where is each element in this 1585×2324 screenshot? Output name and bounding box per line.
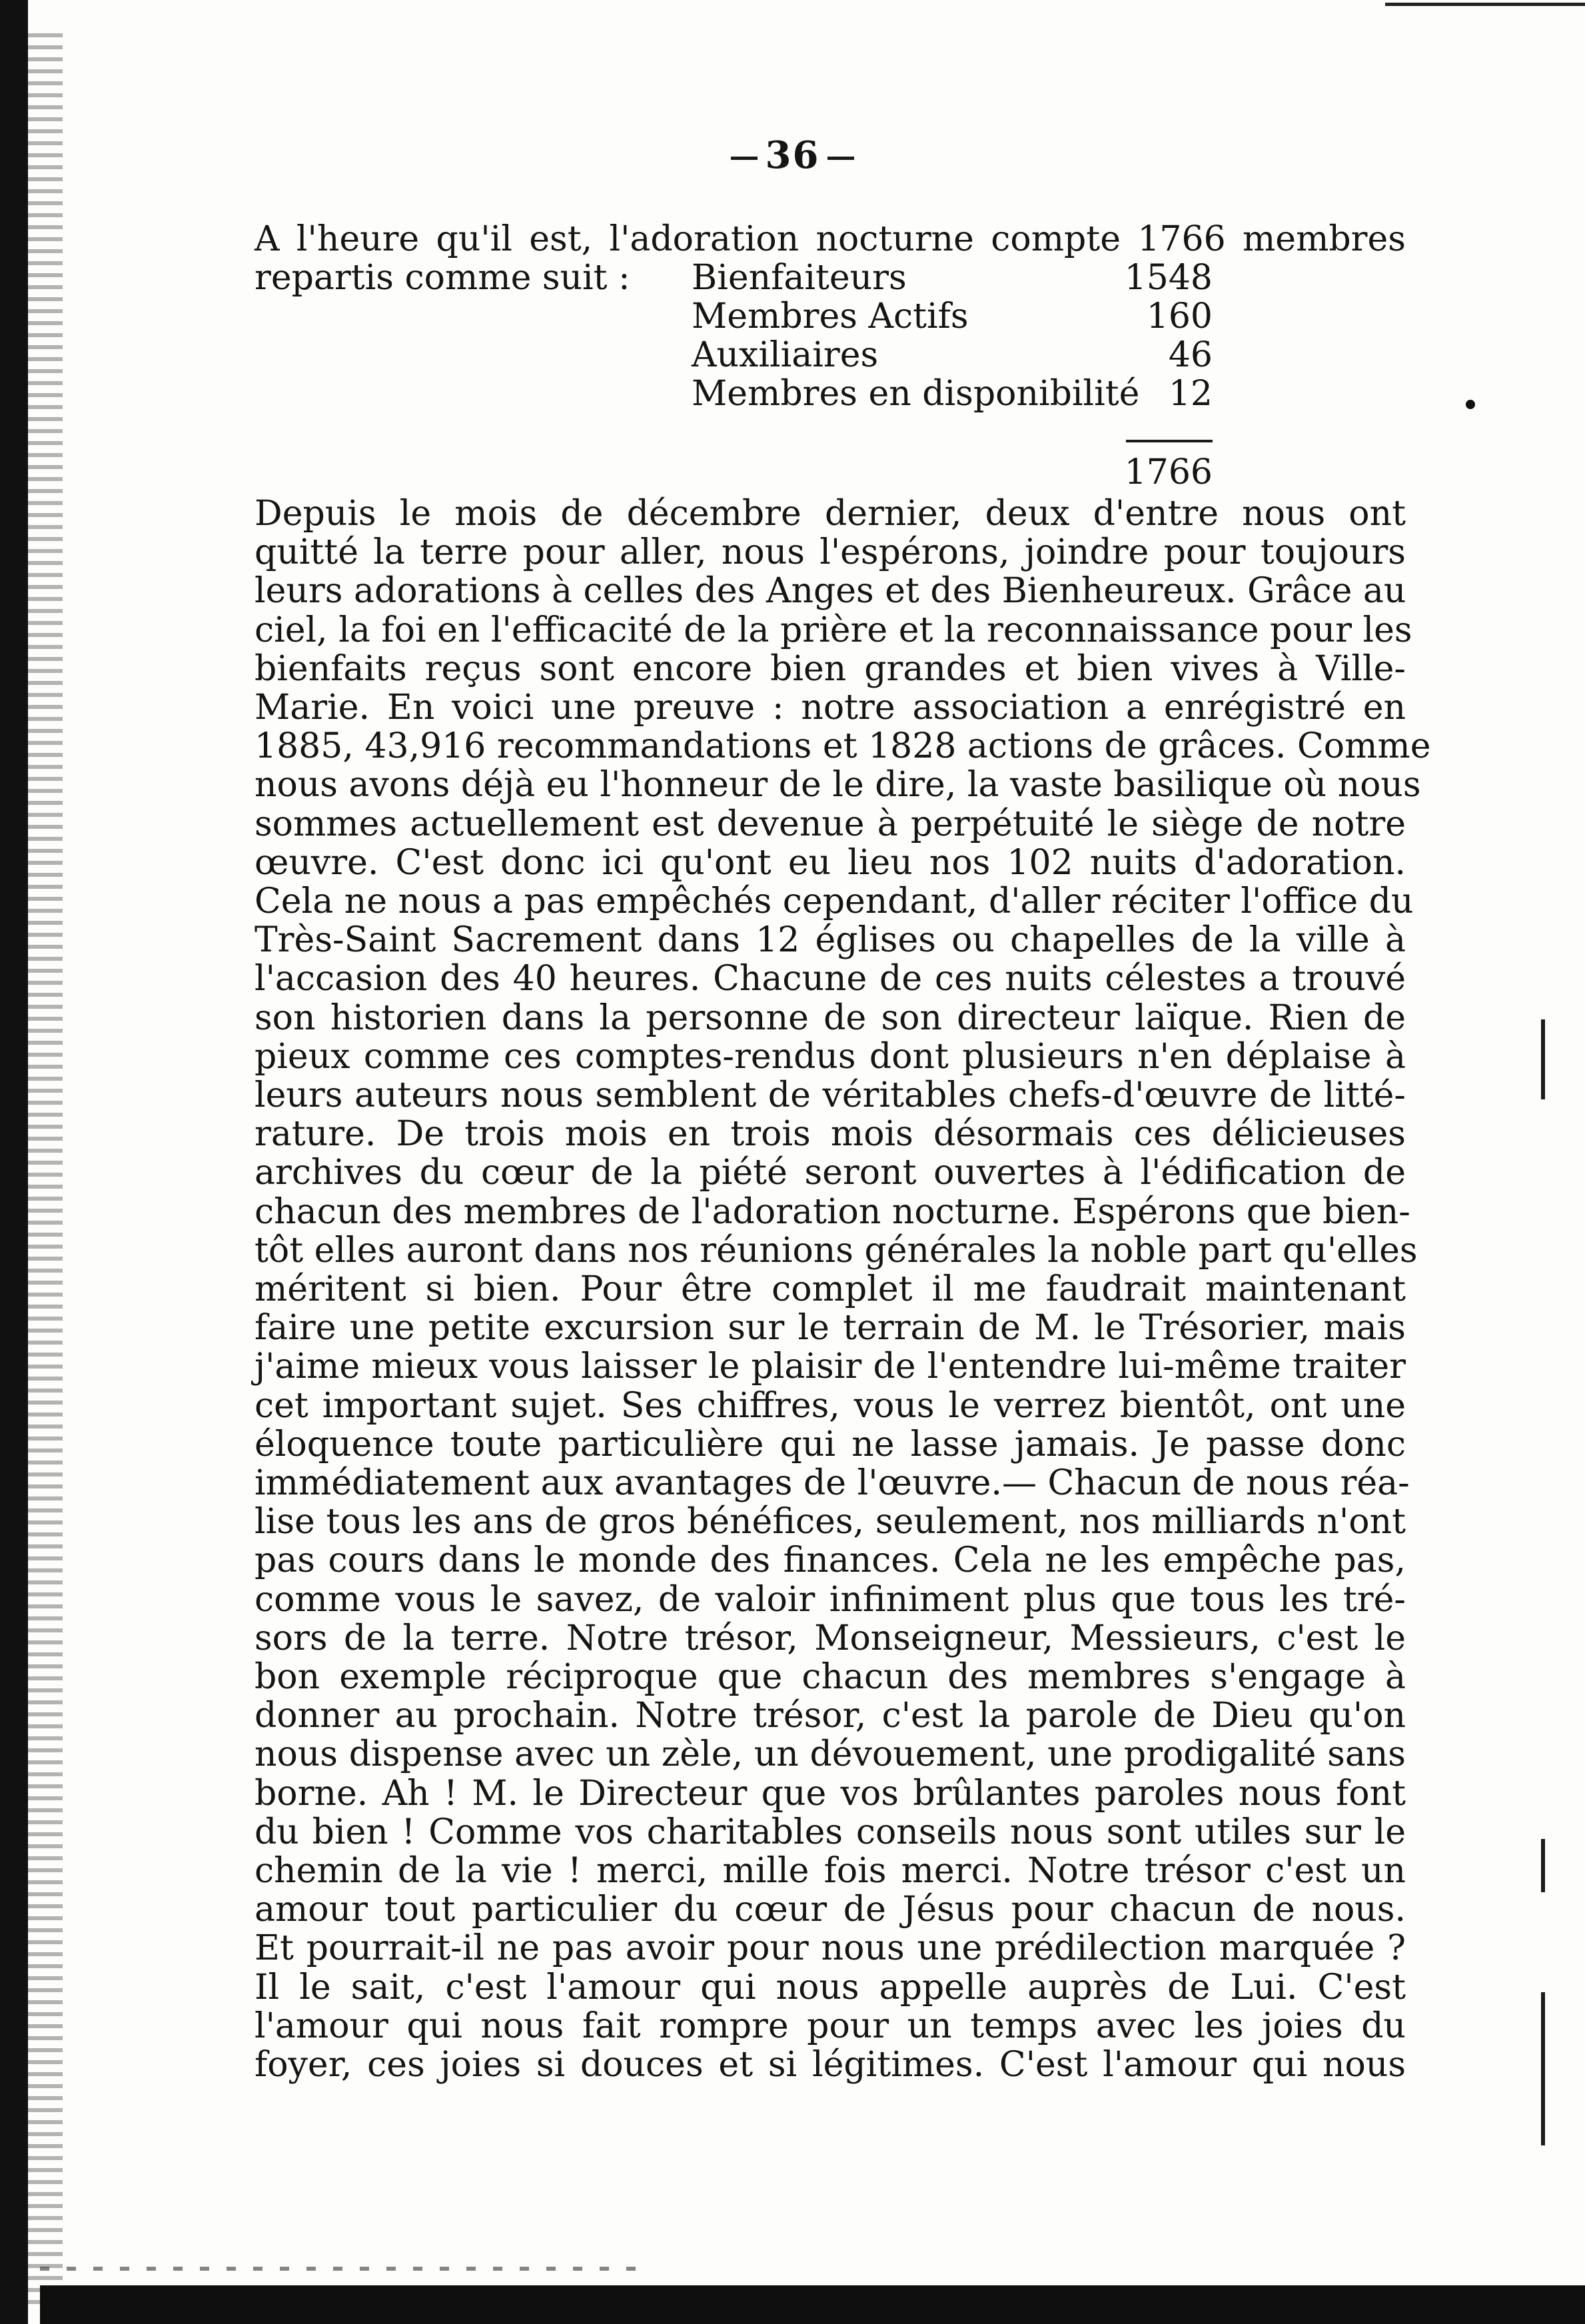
table-row-label: Auxiliaires (692, 335, 879, 375)
table-row-value: 160 (1146, 296, 1213, 336)
scan-speck (1466, 400, 1475, 409)
scan-bottom-specks (40, 2267, 640, 2271)
table-row-value: 12 (1168, 374, 1213, 414)
scan-right-mark (1541, 1019, 1545, 1099)
paragraph-line: Cela ne nous a pas empêchés cependant, d'aller réciter l'office du (255, 881, 1414, 921)
paragraph-line: l'amour qui nous fait rompre pour un temps avec les joies du (255, 2006, 1406, 2046)
paragraph-line: Marie. En voici une preuve : notre association a enrégistré en (255, 688, 1406, 728)
scan-binding-shadow (28, 33, 63, 2305)
paragraph-line: bon exemple réciproque que chacun des membres s'engage à (255, 1657, 1406, 1697)
paragraph-line: son historien dans la personne de son directeur laïque. Rien de (255, 998, 1406, 1038)
paragraph-line: j'aime mieux vous laisser le plaisir de l'entendre lui-même traiter (255, 1347, 1406, 1387)
paragraph-line: méritent si bien. Pour être complet il me faudrait maintenant (255, 1269, 1406, 1309)
paragraph-line: nous avons déjà eu l'honneur de le dire, la vaste basilique où nous (255, 765, 1421, 805)
paragraph-line: du bien ! Comme vos charitables conseils nous sont utiles sur le (255, 1812, 1406, 1852)
paragraph-line: l'accasion des 40 heures. Chacune de ces nuits célestes a trouvé (255, 959, 1406, 999)
table-row-label: Membres en disponibilité (692, 374, 1140, 414)
ornament-dash (731, 157, 758, 160)
paragraph-line: faire une petite excursion sur le terrain de M. le Trésorier, mais (255, 1308, 1406, 1348)
page-number: 36 (0, 133, 1585, 177)
paragraph-line: œuvre. C'est donc ici qu'ont eu lieu nos 102 nuits d'adoration. (255, 843, 1406, 883)
paragraph-line: Très-Saint Sacrement dans 12 églises ou chapelles de la ville à (255, 920, 1406, 960)
sum-rule (1126, 440, 1213, 442)
paragraph-line: A l'heure qu'il est, l'adoration nocturne compte 1766 membres (255, 219, 1406, 259)
paragraph-line: chemin de la vie ! merci, mille fois merci. Notre trésor c'est un (255, 1851, 1406, 1891)
paragraph-line: donner au prochain. Notre trésor, c'est la parole de Dieu qu'on (255, 1696, 1406, 1736)
paragraph-line: foyer, ces joies si douces et si légitimes. C'est l'amour qui nous (255, 2045, 1406, 2085)
table-row-label: Membres Actifs (692, 296, 969, 336)
paragraph-line: archives du cœur de la piété seront ouvertes à l'édification de (255, 1153, 1406, 1193)
paragraph-line: sors de la terre. Notre trésor, Monseigneur, Messieurs, c'est le (255, 1618, 1406, 1658)
paragraph-line: sommes actuellement est devenue à perpétuité le siège de notre (255, 804, 1406, 844)
paragraph-line: lise tous les ans de gros bénéfices, seulement, nos milliards n'ont (255, 1502, 1406, 1542)
paragraph-line: leurs auteurs nous semblent de véritables chefs-d'œuvre de litté- (255, 1075, 1406, 1115)
paragraph-line: tôt elles auront dans nos réunions générales la noble part qu'elles (255, 1231, 1418, 1271)
scan-right-mark (1541, 1992, 1545, 2145)
table-row-value: 46 (1168, 335, 1213, 375)
paragraph-line: borne. Ah ! M. le Directeur que vos brûlantes paroles nous font (255, 1774, 1406, 1814)
paragraph-line: pas cours dans le monde des finances. Cela ne les empêche pas, (255, 1540, 1406, 1580)
paragraph-line: quitté la terre pour aller, nous l'espérons, joindre pour toujours (255, 532, 1406, 572)
paragraph-line: Depuis le mois de décembre dernier, deux d'entre nous ont (255, 494, 1406, 534)
scan-right-mark (1541, 1839, 1545, 1892)
paragraph-line: Et pourrait-il ne pas avoir pour nous une prédilection marquée ? (255, 1928, 1406, 1968)
table-total: 1766 (1124, 452, 1213, 492)
ornament-dash (827, 157, 854, 160)
paragraph-line: rature. De trois mois en trois mois désormais ces délicieuses (255, 1114, 1406, 1154)
paragraph-line: nous dispense avec un zèle, un dévouement, une prodigalité sans (255, 1734, 1406, 1774)
paragraph-line: immédiatement aux avantages de l'œuvre.— Chacun de nous réa- (255, 1463, 1410, 1503)
paragraph-line: 1885, 43,916 recommandations et 1828 actions de grâces. Comme (255, 726, 1431, 766)
paragraph-line: comme vous le savez, de valoir infiniment plus que tous les tré- (255, 1580, 1406, 1620)
table-row-label: Bienfaiteurs (692, 258, 907, 298)
scan-top-rule (1385, 3, 1585, 6)
paragraph-line: pieux comme ces comptes-rendus dont plusieurs n'en déplaise à (255, 1037, 1406, 1077)
paragraph-line: ciel, la foi en l'efficacité de la prière et la reconnaissance pour les (255, 610, 1412, 650)
paragraph-line: amour tout particulier du cœur de Jésus pour chacun de nous. (255, 1890, 1406, 1930)
paragraph-line: repartis comme suit : (255, 258, 630, 298)
paragraph-line: éloquence toute particulière qui ne lasse jamais. Je passe donc (255, 1425, 1406, 1464)
paragraph-line: cet important sujet. Ses chiffres, vous le verrez bientôt, ont une (255, 1386, 1406, 1426)
scan-left-edge (0, 0, 28, 2324)
paragraph-line: bienfaits reçus sont encore bien grandes et bien vives à Ville- (255, 649, 1406, 689)
paragraph-line: Il le sait, c'est l'amour qui nous appelle auprès de Lui. C'est (255, 1968, 1406, 2008)
scan-bottom-edge (40, 2285, 1585, 2324)
paragraph-line: chacun des membres de l'adoration nocturne. Espérons que bien- (255, 1192, 1410, 1232)
table-row-value: 1548 (1124, 258, 1213, 298)
paragraph-line: leurs adorations à celles des Anges et des Bienheureux. Grâce au (255, 571, 1406, 611)
